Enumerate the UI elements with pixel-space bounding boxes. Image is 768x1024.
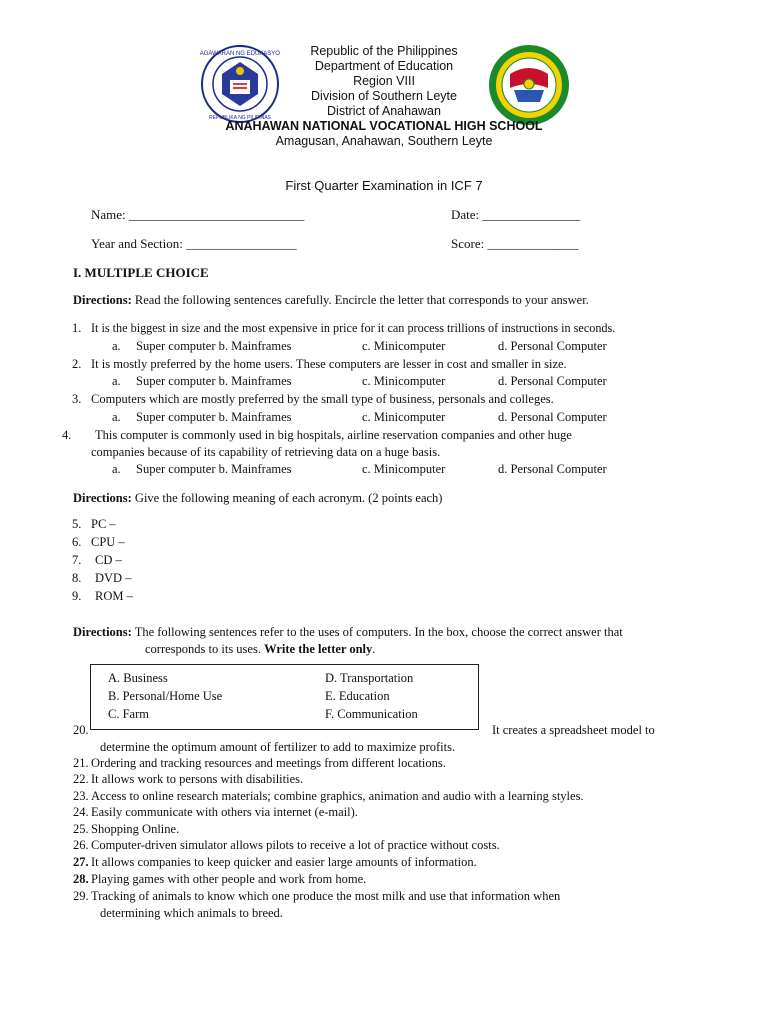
item-text: Easily communicate with others via internet (e-mail). [91,805,358,819]
school-name: ANAHAWAN NATIONAL VOCATIONAL HIGH SCHOOL [225,119,543,133]
question-number: 2. [72,357,82,371]
directions-label: Directions: [73,625,132,639]
item-text: It allows companies to keep quicker and easier large amounts of information. [91,855,477,869]
question-text: Computers which are mostly preferred by the small type of business, personals and colleges. [91,392,554,406]
choice-c: c. Minicomputer [362,410,446,424]
item-number: 26. [73,838,89,852]
score-field: Score: ______________ [451,236,579,251]
directions-text: corresponds to its uses. [145,642,265,656]
item-text: Ordering and tracking resources and meetings from different locations. [91,756,446,770]
question-text: It is mostly preferred by the home users. These computers are lesser in cost and smaller in size. [91,357,567,371]
directions-text: The following sentences refer to the uses of computers. In the box, choose the correct answer that [131,625,623,639]
year-section-field: Year and Section: _________________ [91,236,297,251]
svg-text:REPUBLIKA NG PILIPINAS: REPUBLIKA NG PILIPINAS [209,115,271,121]
item-number: 24. [73,805,89,819]
school-address: Amagusan, Anahawan, Southern Leyte [275,134,493,148]
item-text: It allows work to persons with disabilities. [91,772,304,786]
item-text: Access to online research materials; combine graphics, animation and audio with a learning styles. [91,789,584,803]
acronym-number: 5. [72,517,82,531]
item-text-continued: determining which animals to breed. [100,906,283,920]
box-option: B. Personal/Home Use [108,689,223,703]
exam-title: First Quarter Examination in ICF 7 [285,178,483,193]
directions-bold: Write the letter only [264,642,373,656]
section-1-directions [73,293,589,308]
box-option: C. Farm [108,707,149,721]
directions-text: Read the following sentences carefully. Encircle the letter that corresponds to your answer. [131,293,589,307]
choice-a-letter: a. [112,374,121,388]
choice-a-letter: a. [112,339,121,353]
acronym-item: DVD – [95,571,132,585]
section-3-directions-continued [145,642,375,657]
question-number: 3. [72,392,82,406]
acronym-number: 7. [72,553,82,567]
directions-label: Directions: [73,293,132,307]
choice-a-letter: a. [112,462,121,476]
item-number: 21. [73,756,89,770]
date-field: Date: _______________ [451,207,580,222]
choice-d: d. Personal Computer [498,374,607,388]
svg-text:KAGAWARAN NG EDUKASYON: KAGAWARAN NG EDUKASYON [200,51,280,57]
choice-c: c. Minicomputer [362,374,446,388]
header-line-5: District of Anahawan [327,104,441,118]
choice-d: d. Personal Computer [498,410,607,424]
choice-d: d. Personal Computer [498,462,607,476]
item-number: 23. [73,789,89,803]
question-number: 1. [72,321,82,335]
section-3-directions [73,625,623,640]
acronym-item: CD – [95,553,122,567]
acronym-number: 6. [72,535,82,549]
box-option: F. Communication [325,707,418,721]
header-line-1: Republic of the Philippines [310,44,458,58]
box-option: D. Transportation [325,671,414,685]
choice-a-b: Super computer b. Mainframes [136,374,292,388]
item-text: Tracking of animals to know which one produce the most milk and use that information when [91,889,561,903]
question-text: This computer is commonly used in big hospitals, airline reservation companies and other huge [95,428,572,442]
acronym-number: 9. [72,589,82,603]
item-number: 20. [73,723,89,737]
header-line-4: Division of Southern Leyte [311,89,457,103]
directions-label: Directions: [73,491,132,505]
header-line-2: Department of Education [314,59,454,73]
directions-text: Give the following meaning of each acronym. (2 points each) [131,491,443,505]
item-number: 29. [73,889,89,903]
item-number: 27. [73,855,89,869]
header-line-3: Region VIII [353,74,415,88]
question-text-continued: companies because of its capability of retrieving data on a huge basis. [91,445,441,459]
acronym-number: 8. [72,571,82,585]
item-text-continued: determine the optimum amount of fertilizer to add to maximize profits. [100,740,456,754]
acronym-item: CPU – [91,535,125,549]
section-2-directions [73,491,442,506]
choice-c: c. Minicomputer [362,462,446,476]
box-option: A. Business [108,671,168,685]
acronym-item: PC – [91,517,116,531]
choice-d: d. Personal Computer [498,339,607,353]
question-number: 4. [62,428,72,442]
item-number: 28. [73,872,89,886]
item-number: 25. [73,822,89,836]
choice-a-b: Super computer b. Mainframes [136,462,292,476]
choice-a-b: Super computer b. Mainframes [136,339,292,353]
item-number: 22. [73,772,89,786]
box-option: E. Education [325,689,390,703]
item-text: It creates a spreadsheet model to [492,723,655,737]
question-text: It is the biggest in size and the most expensive in price for it can process trillions of instructions in seconds. [91,321,616,335]
name-field: Name: ___________________________ [91,207,305,222]
acronym-item: ROM – [95,589,133,603]
item-text: Shopping Online. [91,822,180,836]
item-text: Computer-driven simulator allows pilots to receive a lot of practice without costs. [91,838,500,852]
section-1-title: I. MULTIPLE CHOICE [73,265,209,280]
choice-a-b: Super computer b. Mainframes [136,410,292,424]
choice-c: c. Minicomputer [362,339,446,353]
choice-a-letter: a. [112,410,121,424]
item-text: Playing games with other people and work from home. [91,872,367,886]
directions-end: . [372,642,376,656]
